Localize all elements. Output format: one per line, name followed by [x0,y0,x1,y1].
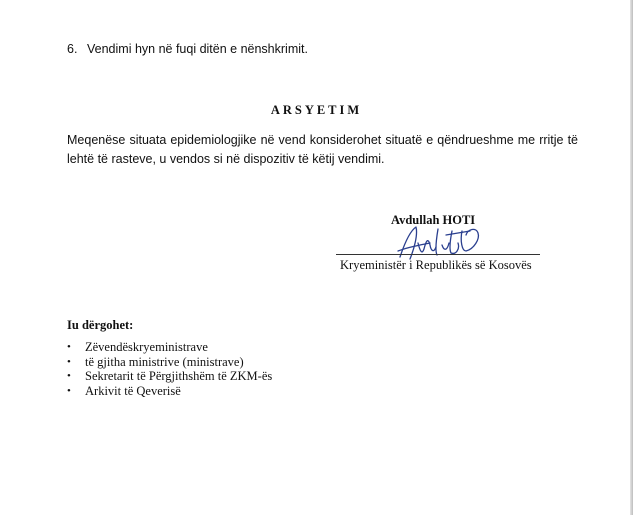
decision-item [67,42,308,56]
decision-item-number: 6. [67,42,78,56]
list-item [67,340,272,355]
list-item [67,355,272,370]
recipient-label: të gjitha ministrive (ministrave) [85,354,244,369]
decision-item-text: Vendimi hyn në fuqi ditën e nënshkrimit. [87,42,308,56]
bullet-icon: • [67,355,71,368]
reasoning-paragraph: Meqenëse situata epidemiologjike në vend konsiderohet situatë e qëndrueshme me rritje të lehtë të rasteve, u vendos si në dispozitiv të këtij vendimi. [67,133,578,166]
list-item [67,384,272,399]
recipients-list [67,340,272,398]
signatory-name: Avdullah HOTI [391,213,476,227]
reasoning-heading: ARSYETIM [270,103,363,117]
signatory-title: Kryeministër i Republikës së Kosovës [340,258,532,272]
list-item [67,369,272,384]
bullet-icon: • [67,341,71,353]
recipient-label: Arkivit të Qeverisë [85,383,181,398]
bullet-icon: • [67,370,71,382]
signature-line [336,254,540,255]
recipient-label: Sekretarit të Përgjithshëm të ZKM-ës [85,369,273,383]
recipient-label: Zëvendëskryeministrave [85,340,208,354]
bullet-icon: • [67,384,71,397]
recipients-heading: Iu dërgohet: [67,318,134,332]
